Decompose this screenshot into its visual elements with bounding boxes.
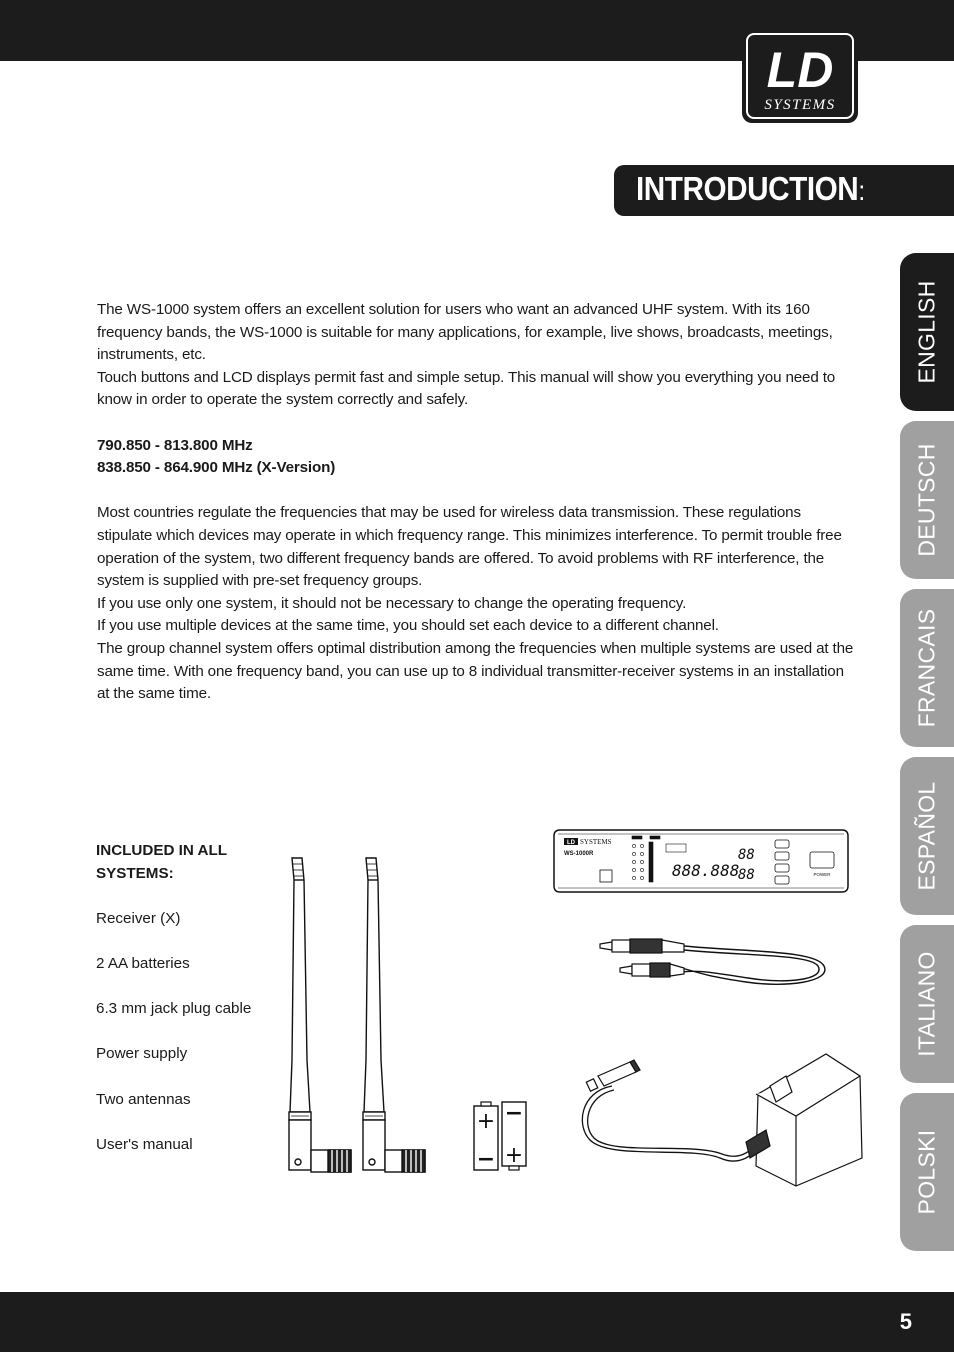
tab-polski[interactable]: [900, 1093, 954, 1251]
paragraph: The group channel system offers optimal distribution among the frequencies when multiple systems are used at the same time. With one frequency band, you can use up to 8 individual transmitter-receiver systems in an installation at the same time.: [97, 639, 854, 703]
svg-text:SYSTEMS: SYSTEMS: [580, 838, 612, 846]
svg-text:88: 88: [738, 847, 755, 863]
frequency-range: 790.850 - 813.800 MHz: [97, 436, 253, 454]
list-item: 2 AA batteries: [96, 954, 190, 972]
title-text: INTRODUCTION: [636, 170, 859, 207]
paragraph: Touch buttons and LCD displays permit fast and simple setup. This manual will show you everything you need to know in order to operate the system correctly and safely.: [97, 368, 836, 409]
ld-systems-logo: [740, 27, 860, 125]
tab-espanol[interactable]: [900, 757, 954, 915]
svg-text:LD: LD: [567, 840, 575, 846]
included-heading: INCLUDED IN ALL SYSTEMS:: [96, 842, 228, 882]
list-item: Power supply: [96, 1045, 188, 1063]
tab-label: FRANCAIS: [913, 608, 940, 728]
svg-text:888.888: 888.888: [672, 861, 740, 880]
paragraph: If you use only one system, it should not be necessary to change the operating frequency.: [97, 594, 687, 612]
page-number: 5: [899, 1309, 912, 1334]
bottom-bar: [0, 1292, 954, 1352]
tab-english[interactable]: [900, 253, 954, 411]
receiver-illustration: [550, 826, 850, 896]
included-list: [96, 840, 266, 1179]
tab-label: POLSKI: [913, 1129, 940, 1215]
tab-label: DEUTSCH: [913, 443, 940, 557]
tab-francais[interactable]: [900, 589, 954, 747]
tab-label: ENGLISH: [913, 280, 940, 384]
svg-text:−: −: [476, 1147, 496, 1172]
list-item: 6.3 mm jack plug cable: [96, 1000, 252, 1018]
intro-text: [97, 299, 857, 706]
tab-label: ITALIANO: [913, 951, 940, 1057]
list-item: User's manual: [96, 1135, 193, 1153]
power-supply-illustration: [570, 1046, 870, 1191]
svg-text:−: −: [504, 1101, 524, 1126]
paragraph: Most countries regulate the frequencies that may be used for wireless data transmission. These regulations stipulate which devices may operate in which frequency range. This minimizes interference. To permit trouble free operation of the system, two different frequency bands are offered. To avoid problems with RF interference, the system is supplied with pre-set frequency groups.: [97, 504, 842, 590]
list-item: Two antennas: [96, 1090, 191, 1108]
jack-cable-illustration: [596, 930, 836, 996]
svg-text:+: +: [476, 1109, 496, 1134]
svg-text:LD: LD: [766, 42, 834, 98]
frequency-range-x: 838.850 - 864.900 MHz (X-Version): [97, 459, 336, 477]
paragraph: The WS-1000 system offers an excellent solution for users who want an advanced UHF system. With its 160 frequency bands, the WS-1000 is suitable for many applications, for example, live shows, broadcasts, meetings, instruments, etc.: [97, 301, 833, 364]
antennas-illustration: [280, 850, 440, 1180]
svg-text:POWER: POWER: [813, 872, 831, 877]
svg-text:+: +: [504, 1143, 524, 1168]
section-title: [614, 165, 954, 216]
title-colon: :: [858, 175, 865, 206]
svg-text:SYSTEMS: SYSTEMS: [764, 97, 836, 113]
batteries-illustration: [470, 1100, 532, 1174]
paragraph: If you use multiple devices at the same time, you should set each device to a different channel.: [97, 617, 719, 635]
svg-text:WS-1000R: WS-1000R: [564, 851, 594, 857]
tab-deutsch[interactable]: [900, 421, 954, 579]
list-item: Receiver (X): [96, 909, 181, 927]
tab-label: ESPAÑOL: [913, 781, 940, 891]
tab-italiano[interactable]: [900, 925, 954, 1083]
svg-text:88: 88: [738, 867, 755, 883]
